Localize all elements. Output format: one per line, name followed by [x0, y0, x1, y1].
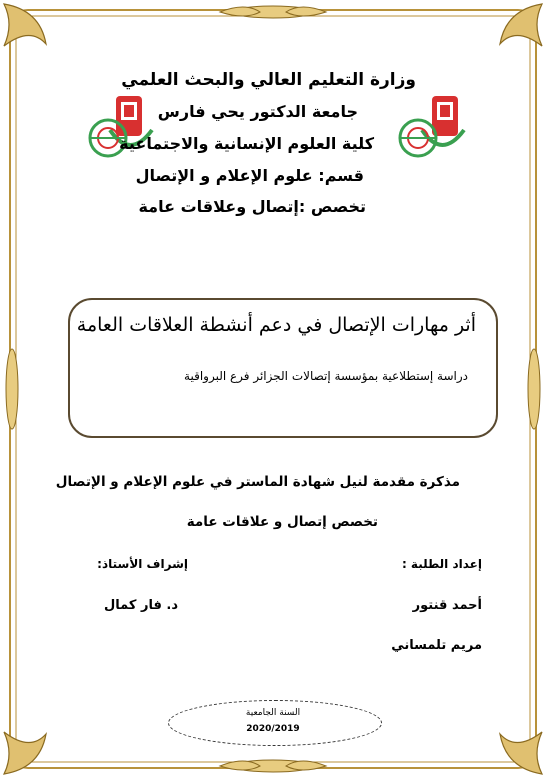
academic-year-value: 2020/2019	[246, 724, 300, 734]
student-name: أحمد قنتور	[412, 598, 482, 613]
memo-specialty: تخصص إتصال و علاقات عامة	[186, 514, 378, 530]
supervisor-label: إشراف الأستاذ:	[97, 557, 188, 571]
academic-year-ellipse	[168, 700, 382, 746]
memo-description: مذكرة مقدمة لنيل شهادة الماستر في علوم الإعلام و الإتصال	[55, 474, 460, 490]
thesis-title: أثر مهارات الإتصال في دعم أنشطة العلاقات العامة	[76, 314, 476, 336]
ministry-name: وزارة التعليم العالي والبحث العلمي	[121, 70, 416, 90]
thesis-subtitle: دراسة إستطلاعية بمؤسسة إتصالات الجزائر فرع البرواقية	[184, 369, 468, 383]
faculty-name: كلية العلوم الإنسانية والاجتماعية	[119, 134, 374, 153]
academic-year-label: السنة الجامعية	[245, 708, 301, 718]
department-name: قسم: علوم الإعلام و الإتصال	[135, 166, 364, 185]
supervisor-name: د. فار كمال	[104, 598, 178, 613]
specialty-name: تخصص :إتصال وعلاقات عامة	[138, 197, 366, 216]
student-name: مريم تلمساني	[391, 638, 482, 653]
globe-emblem-icon	[396, 116, 440, 160]
university-name: جامعة الدكتور يحي فارس	[157, 102, 358, 121]
students-label: إعداد الطلبة :	[401, 557, 482, 571]
